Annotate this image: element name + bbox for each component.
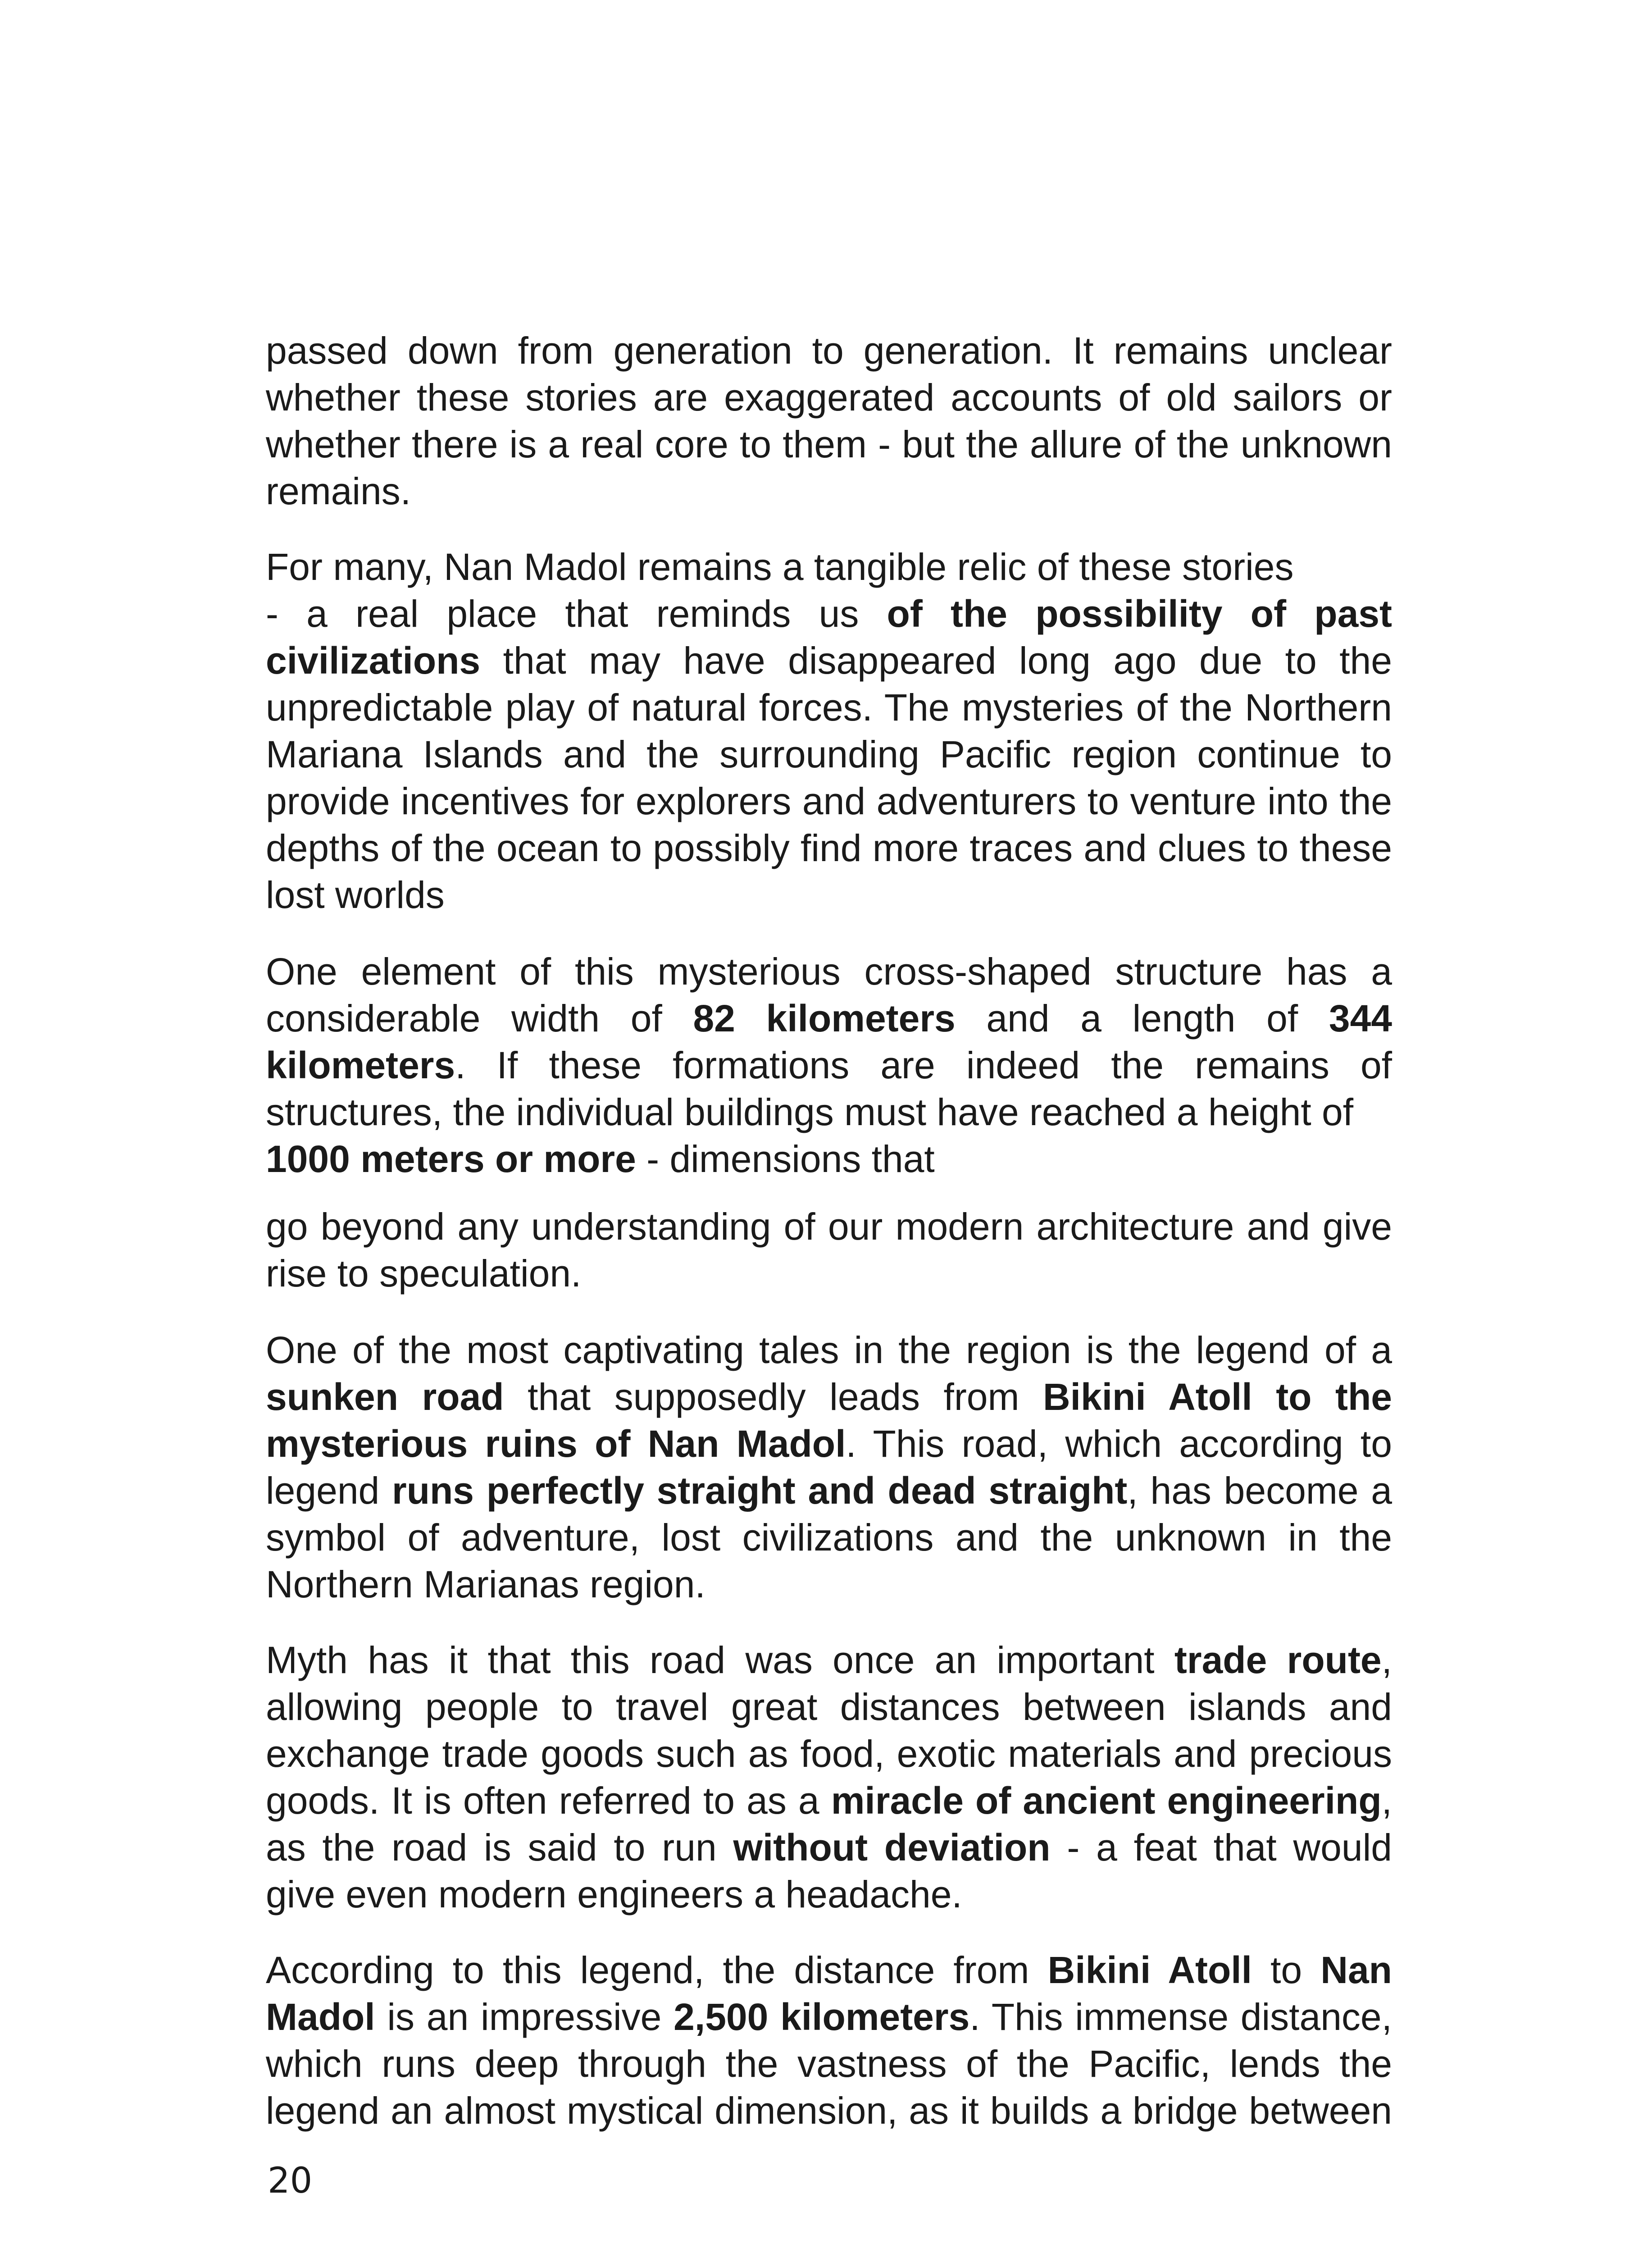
bold-phrase: trade route (1174, 1639, 1382, 1681)
paragraph-text: and a length of (955, 997, 1329, 1040)
paragraph-text: - dimensions that (636, 1138, 935, 1180)
paragraph-text: to (1252, 1949, 1321, 1991)
paragraph-text: According to this legend, the distance from (266, 1949, 1048, 1991)
paragraph-text: that supposedly leads from (504, 1376, 1043, 1418)
paragraph-text: One of the most captivating tales in the region is the legend of a (266, 1329, 1392, 1371)
bold-phrase: Bikini Atoll (1047, 1949, 1252, 1991)
paragraph-3 (266, 948, 1392, 1182)
paragraph-text: . This road, which according to legend (266, 1423, 1392, 1512)
bold-phrase: Nan Madol (266, 1949, 1392, 2038)
bold-phrase: 1000 meters or more (266, 1138, 636, 1180)
bold-phrase: 82 kilometers (693, 997, 956, 1040)
paragraph-5 (266, 1327, 1392, 1608)
paragraph-text: is an impressive (375, 1996, 674, 2038)
paragraph-text: One element of this mysterious cross-shaped structure has a considerable width of (266, 950, 1392, 1040)
paragraph-text: passed down from generation to generation. It remains unclear whether these stories are exaggerated accounts of old sailors or whether there is a real core to them - but the allure of the unknown remains. (266, 329, 1392, 512)
paragraph-4 (266, 1203, 1392, 1297)
bold-phrase: without deviation (733, 1826, 1051, 1869)
bold-phrase: Bikini Atoll to the mysterious ruins of Nan Madol (266, 1376, 1392, 1465)
paragraph-text: - a real place that reminds us (266, 593, 887, 635)
paragraph-text: . This immense distance, which runs deep through the vastness of the Pacific, lends the legend an almost mystical dimension, as it builds a bridge between (266, 1996, 1392, 2132)
paragraph-text: , allowing people to travel great distances between islands and exchange trade goods such as food, exotic materials and precious goods. It is often referred to as a (266, 1639, 1392, 1822)
paragraph-7 (266, 1947, 1392, 2134)
paragraph-text: , has become a symbol of adventure, lost civilizations and the unknown in the Northern Marianas region. (266, 1469, 1392, 1605)
paragraph-text: Myth has it that this road was once an important (266, 1639, 1174, 1681)
bold-phrase: 344 kilometers (266, 997, 1393, 1086)
paragraph-text: For many, Nan Madol remains a tangible relic of these stories (266, 546, 1294, 588)
paragraph-text: go beyond any understanding of our modern architecture and give rise to speculation. (266, 1205, 1392, 1295)
bold-phrase: of the possibility of past civilizations (266, 593, 1392, 682)
paragraph-2 (266, 543, 1392, 918)
paragraph-text: . If these formations are indeed the remains of structures, the individual buildings must have reached a height of (266, 1044, 1392, 1133)
bold-phrase: sunken road (266, 1376, 504, 1418)
paragraph-text: that may have disappeared long ago due to the unpredictable play of natural forces. The mysteries of the Northern Mariana Islands and the surrounding Pacific region continue to provide incentives for explorers and adventurers to venture into the depths of the ocean to possibly find more traces and clues to these lost worlds (266, 639, 1392, 916)
page-number: 20 (268, 2161, 313, 2201)
bold-phrase: miracle of ancient engineering (831, 1779, 1382, 1822)
paragraph-1 (266, 327, 1392, 515)
bold-phrase: 2,500 kilometers (674, 1996, 970, 2038)
bold-phrase: runs perfectly straight and dead straight (392, 1469, 1128, 1512)
paragraph-text: , as the road is said to run (266, 1779, 1392, 1869)
paragraph-6 (266, 1637, 1392, 1918)
paragraph-text: - a feat that would give even modern engineers a headache. (266, 1826, 1392, 1916)
